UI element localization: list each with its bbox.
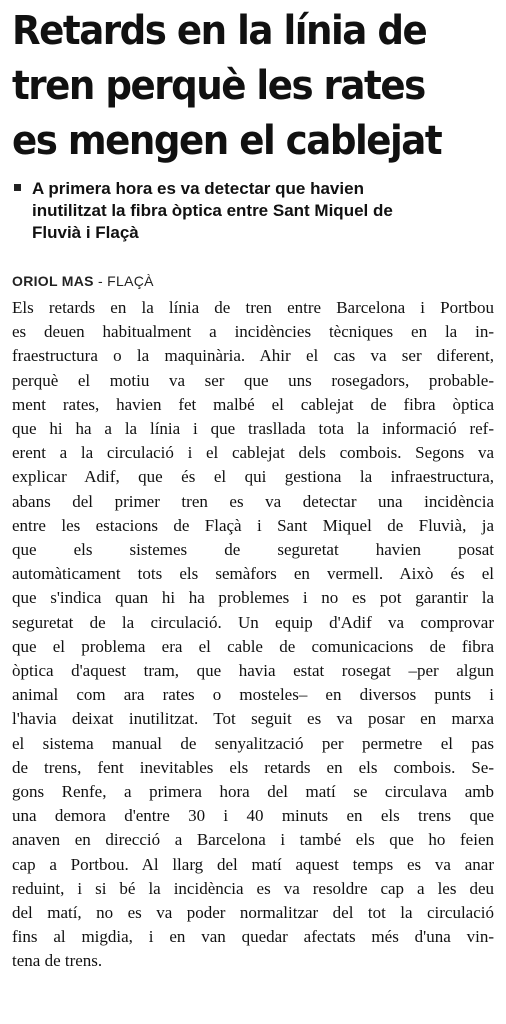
summary-line: A primera hora es va detectar que havien [32,179,364,198]
body-line: que el problema era el cable de comunicacions de fibra [12,636,494,656]
summary-line: inutilitzat la fibra òptica entre Sant Miquel de [32,201,393,220]
body-line: tena de trens. [12,951,103,971]
headline-line: Retards en la línia de [12,8,427,54]
headline [12,0,460,169]
body-line: l'havia deixat inutilitzat. Tot seguit es va posar en marxa [12,709,494,729]
body-line: fins al migdia, i en van quedar afectats més d'una vin- [12,927,494,947]
body-line: de trens, fent inevitables els retards en els combois. Se- [12,757,494,777]
byline-place: FLAÇÀ [107,273,154,289]
body-line: entre les estacions de Flaçà i Sant Miquel de Fluvià, ja [12,515,494,535]
body-line: erent a la circulació i el cablejat dels combois. Segons va [12,443,494,463]
body-line: perquè el motiu va ser que uns rosegadors, probable- [12,370,494,390]
body-line: es deuen habitualment a incidències tècniques en la in- [12,322,494,342]
square-bullet-icon [14,184,21,191]
body-line: abans del primer tren es va detectar una incidència [12,491,494,511]
body-line: Els retards en la línia de tren entre Barcelona i Portbou [12,298,494,317]
summary-line: Fluvià i Flaçà [32,223,139,242]
headline-line: tren perquè les rates [12,63,425,109]
body-line: seguretat de la circulació. Un equip d'Adif va comprovar [12,612,494,632]
byline [12,272,494,290]
body-line: que s'indica quan hi ha problemes i no es pot garantir la [12,588,494,608]
body-line: cap a Portbou. Al llarg del matí aquest temps es va anar [12,854,494,874]
body-line: òptica d'aquest tram, que havia estat rosegat –per algun [12,661,494,681]
headline-line: es mengen el cablejat [12,118,442,164]
body-line: el sistema manual de senyalització per permetre el pas [12,733,494,753]
body-line: anaven en direcció a Barcelona i també els que ho feien [12,830,494,850]
body-line: que els sistemes de seguretat havien posat [12,540,494,560]
body-line: una demora d'entre 30 i 40 minuts en els trens que [12,806,494,826]
article-body [12,296,494,974]
body-line: ment rates, havien fet malbé el cablejat de fibra òptica [12,394,494,414]
body-line: automàticament tots els semàfors en vermell. Això és el [12,564,494,584]
body-line: del matí, no es va poder normalitzar del tot la circulació [12,903,494,923]
body-line: animal com ara rates o mosteles– en diversos punts i [12,685,494,705]
byline-author: ORIOL MAS [12,273,94,289]
body-line: que hi ha a la línia i que trasllada tota la informació ref- [12,419,494,439]
body-line: fraestructura o la maquinària. Ahir el cas va ser diferent, [12,346,494,366]
body-line: gons Renfe, a primera hora del matí se circulava amb [12,782,494,802]
body-line: explicar Adif, que és el qui gestiona la infraestructura, [12,467,494,487]
article [12,0,494,974]
article-summary [12,178,494,244]
byline-separator: - [93,273,108,289]
body-line: reduint, i si bé la incidència es va resoldre cap a les deu [12,878,494,898]
